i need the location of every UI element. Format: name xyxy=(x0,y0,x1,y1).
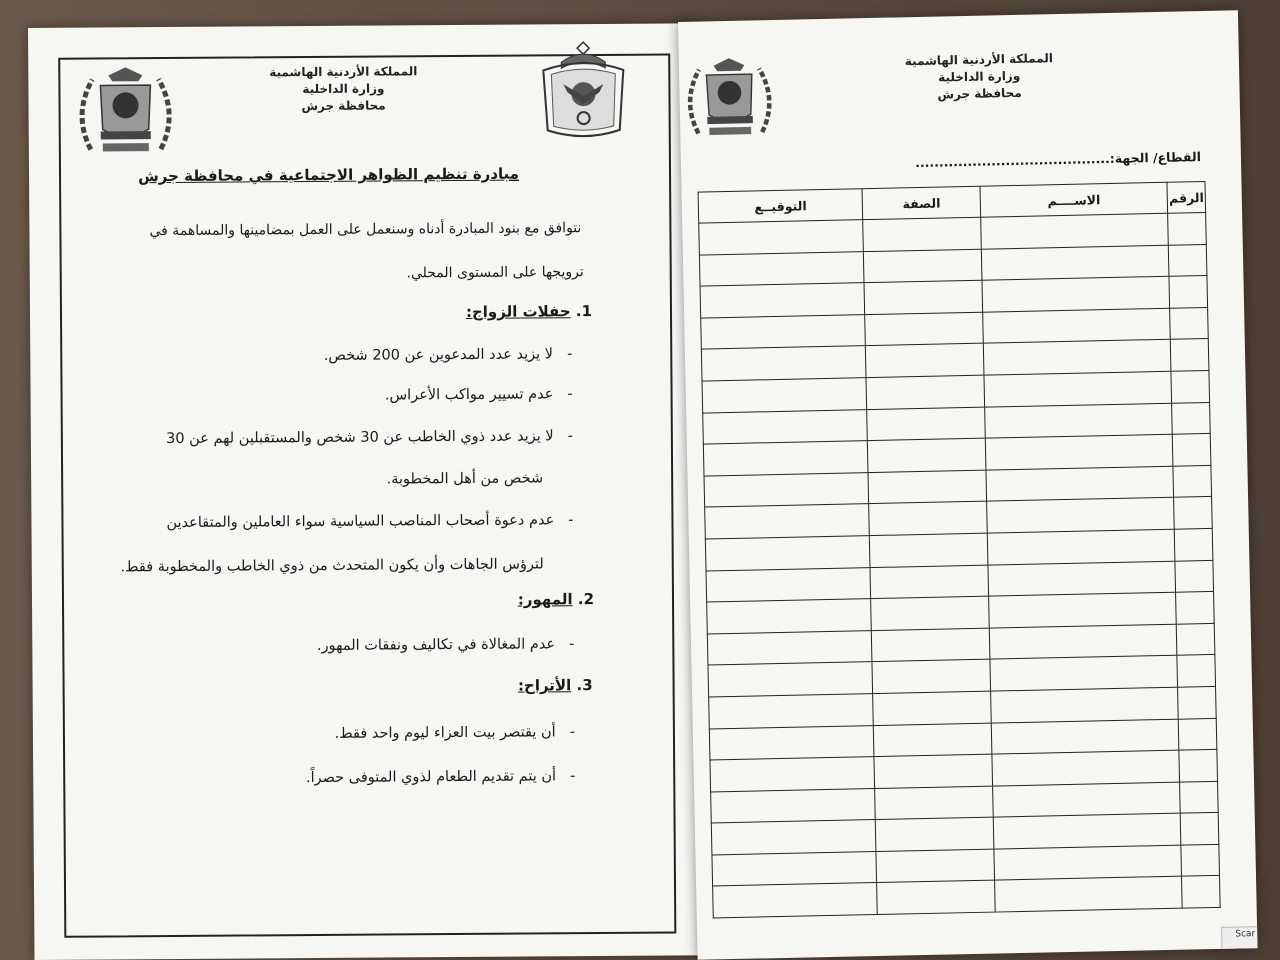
cell-signature xyxy=(701,314,866,349)
cell-title xyxy=(865,312,983,346)
governorate-name: محافظة جرش xyxy=(301,98,386,114)
section-heading xyxy=(518,676,593,695)
section-number: 2. xyxy=(577,590,595,609)
signature-sheet xyxy=(678,10,1258,960)
cell-name xyxy=(983,340,1171,376)
cell-signature xyxy=(713,883,878,918)
column-header-signature: التوقيــع xyxy=(698,189,863,223)
cell-name xyxy=(995,877,1183,913)
cell-signature xyxy=(707,630,872,665)
cell-title xyxy=(877,881,995,915)
list-item: -لا يزيد عدد ذوي الخاطب عن 30 شخص والمستقبلين لهم عن 30 xyxy=(166,428,573,448)
cell-number xyxy=(1171,370,1209,402)
column-header-name: الاســــم xyxy=(980,182,1168,217)
section-number: 3. xyxy=(576,676,593,695)
letterhead xyxy=(899,50,1060,104)
cell-title xyxy=(875,786,993,820)
kingdom-name: المملكة الأردنية الهاشمية xyxy=(269,64,418,80)
cell-name xyxy=(983,308,1171,344)
cell-name xyxy=(986,466,1174,502)
cell-signature xyxy=(699,220,864,255)
ministry-name: وزارة الداخلية xyxy=(302,81,385,97)
cell-signature xyxy=(702,378,867,413)
cell-title xyxy=(874,723,992,757)
governorate-name: محافظة جرش xyxy=(937,85,1022,102)
cell-title xyxy=(867,407,985,441)
cell-title xyxy=(863,217,981,251)
list-item-text: لترؤس الجاهات وأن يكون المتحدث من ذوي الخاطب والمخطوبة فقط. xyxy=(120,556,544,576)
cell-number xyxy=(1174,497,1212,529)
cell-title xyxy=(874,754,992,788)
cell-name xyxy=(985,403,1173,439)
cell-name xyxy=(990,655,1178,691)
cell-signature xyxy=(699,251,864,286)
cell-title xyxy=(872,659,990,693)
cell-title xyxy=(871,596,989,630)
jordan-coat-of-arms-icon xyxy=(533,34,634,145)
cell-title xyxy=(864,280,982,314)
cell-number xyxy=(1178,686,1216,718)
cell-title xyxy=(870,565,988,599)
cell-name xyxy=(992,750,1180,786)
cell-signature xyxy=(710,757,875,792)
cell-title xyxy=(864,249,982,283)
document-title: مبادرة تنظيم الظواهر الاجتماعية في محافظة جرش xyxy=(137,164,520,186)
cell-number xyxy=(1172,434,1210,466)
list-item-text: أن يقتصر بيت العزاء ليوم واحد فقط. xyxy=(334,724,556,742)
initiative-sheet xyxy=(28,23,706,960)
cell-title xyxy=(868,470,986,504)
ministry-name: وزارة الداخلية xyxy=(938,68,1021,85)
page-border xyxy=(58,54,676,938)
list-item-continuation xyxy=(120,556,543,575)
cell-signature xyxy=(709,693,874,728)
cell-number xyxy=(1171,339,1209,371)
cell-name xyxy=(989,592,1177,628)
list-item-text: لا يزيد عدد المدعوين عن 200 شخص. xyxy=(323,346,554,364)
cell-signature xyxy=(712,851,877,886)
cell-signature xyxy=(706,567,871,602)
cell-title xyxy=(876,817,994,851)
column-header-title: الصفة xyxy=(862,186,980,219)
cell-name xyxy=(993,782,1181,818)
cell-number xyxy=(1176,592,1214,624)
cell-number xyxy=(1175,560,1213,592)
list-item-text: شخص من أهل المخطوبة. xyxy=(386,470,544,488)
cell-signature xyxy=(703,409,868,444)
cell-signature xyxy=(711,788,876,823)
cell-number xyxy=(1179,749,1217,781)
section-title: حفلات الزواج: xyxy=(465,302,571,321)
cell-name xyxy=(988,561,1176,597)
list-item: -أن يقتصر بيت العزاء ليوم واحد فقط. xyxy=(334,724,575,742)
column-header-number: الرقم xyxy=(1167,181,1205,213)
cell-title xyxy=(866,344,984,378)
cell-number xyxy=(1173,465,1211,497)
list-item: -أن يتم تقديم الطعام لذوي المتوفى حصراً. xyxy=(305,768,576,787)
cell-number xyxy=(1180,813,1218,845)
cell-name xyxy=(987,529,1175,565)
list-item: -عدم دعوة أصحاب المناصب السياسية سواء العاملين والمتقاعدين xyxy=(166,512,574,532)
ministry-of-interior-seal-icon xyxy=(679,50,781,152)
cell-signature xyxy=(705,536,870,571)
intro-line-2: ترويجها على المستوى المحلي. xyxy=(406,264,584,282)
cell-signature xyxy=(700,283,865,318)
cell-signature xyxy=(703,441,868,476)
cell-number xyxy=(1169,244,1207,276)
cell-title xyxy=(870,533,988,567)
cell-number xyxy=(1170,307,1208,339)
cell-name xyxy=(982,276,1170,312)
cell-signature xyxy=(708,662,873,697)
cell-signature xyxy=(707,599,872,634)
cell-number xyxy=(1182,876,1220,908)
list-item-text: أن يتم تقديم الطعام لذوي المتوفى حصراً. xyxy=(305,768,557,787)
list-item: -لا يزيد عدد المدعوين عن 200 شخص. xyxy=(323,346,573,364)
section-heading xyxy=(518,590,594,609)
signature-table xyxy=(698,181,1221,919)
section-number: 1. xyxy=(575,302,593,321)
cell-number xyxy=(1180,781,1218,813)
cell-title xyxy=(869,501,987,535)
cell-number xyxy=(1181,844,1219,876)
sector-field: القطاع/ الجهة:......................................... xyxy=(915,149,1202,171)
cell-signature xyxy=(704,472,869,507)
cell-number xyxy=(1168,212,1206,244)
list-item: -عدم تسيير مواكب الأعراس. xyxy=(384,386,573,404)
list-item-text: عدم تسيير مواكب الأعراس. xyxy=(384,386,554,404)
cell-name xyxy=(993,813,1181,849)
cell-number xyxy=(1169,276,1207,308)
cell-signature xyxy=(705,504,870,539)
cell-name xyxy=(987,498,1175,534)
cell-name xyxy=(984,371,1172,407)
cell-number xyxy=(1176,623,1214,655)
cell-name xyxy=(991,687,1179,723)
list-item-text: عدم دعوة أصحاب المناصب السياسية سواء العاملين والمتقاعدين xyxy=(166,512,555,532)
section-title: المهور: xyxy=(517,590,573,609)
cell-name xyxy=(985,434,1173,470)
ministry-of-interior-seal-icon xyxy=(70,59,181,170)
list-item: -عدم المغالاة في تكاليف ونفقات المهور. xyxy=(316,636,575,654)
section-title: الأتراح: xyxy=(517,676,572,695)
cell-title xyxy=(873,691,991,725)
letterhead xyxy=(263,63,423,115)
scanner-watermark: Scar xyxy=(1221,926,1257,949)
cell-title xyxy=(866,375,984,409)
cell-number xyxy=(1174,528,1212,560)
kingdom-name: المملكة الأردنية الهاشمية xyxy=(904,51,1054,69)
cell-name xyxy=(989,624,1177,660)
cell-number xyxy=(1177,655,1215,687)
cell-number xyxy=(1178,718,1216,750)
list-item-text: لا يزيد عدد ذوي الخاطب عن 30 شخص والمستقبلين لهم عن 30 xyxy=(166,428,554,448)
cell-signature xyxy=(711,820,876,855)
table-body xyxy=(699,212,1220,918)
cell-name xyxy=(994,845,1182,881)
cell-signature xyxy=(709,725,874,760)
cell-title xyxy=(868,438,986,472)
cell-name xyxy=(981,245,1169,281)
cell-title xyxy=(872,628,990,662)
cell-signature xyxy=(701,346,866,381)
list-item-continuation xyxy=(387,470,544,487)
list-item-text: عدم المغالاة في تكاليف ونفقات المهور. xyxy=(316,636,556,654)
cell-title xyxy=(876,849,994,883)
cell-number xyxy=(1172,402,1210,434)
cell-name xyxy=(981,213,1169,249)
cell-name xyxy=(991,719,1179,755)
section-heading xyxy=(466,302,592,321)
intro-line-1: نتوافق مع بنود المبادرة أدناه وسنعمل على العمل بمضامينها والمساهمة في xyxy=(149,220,582,240)
